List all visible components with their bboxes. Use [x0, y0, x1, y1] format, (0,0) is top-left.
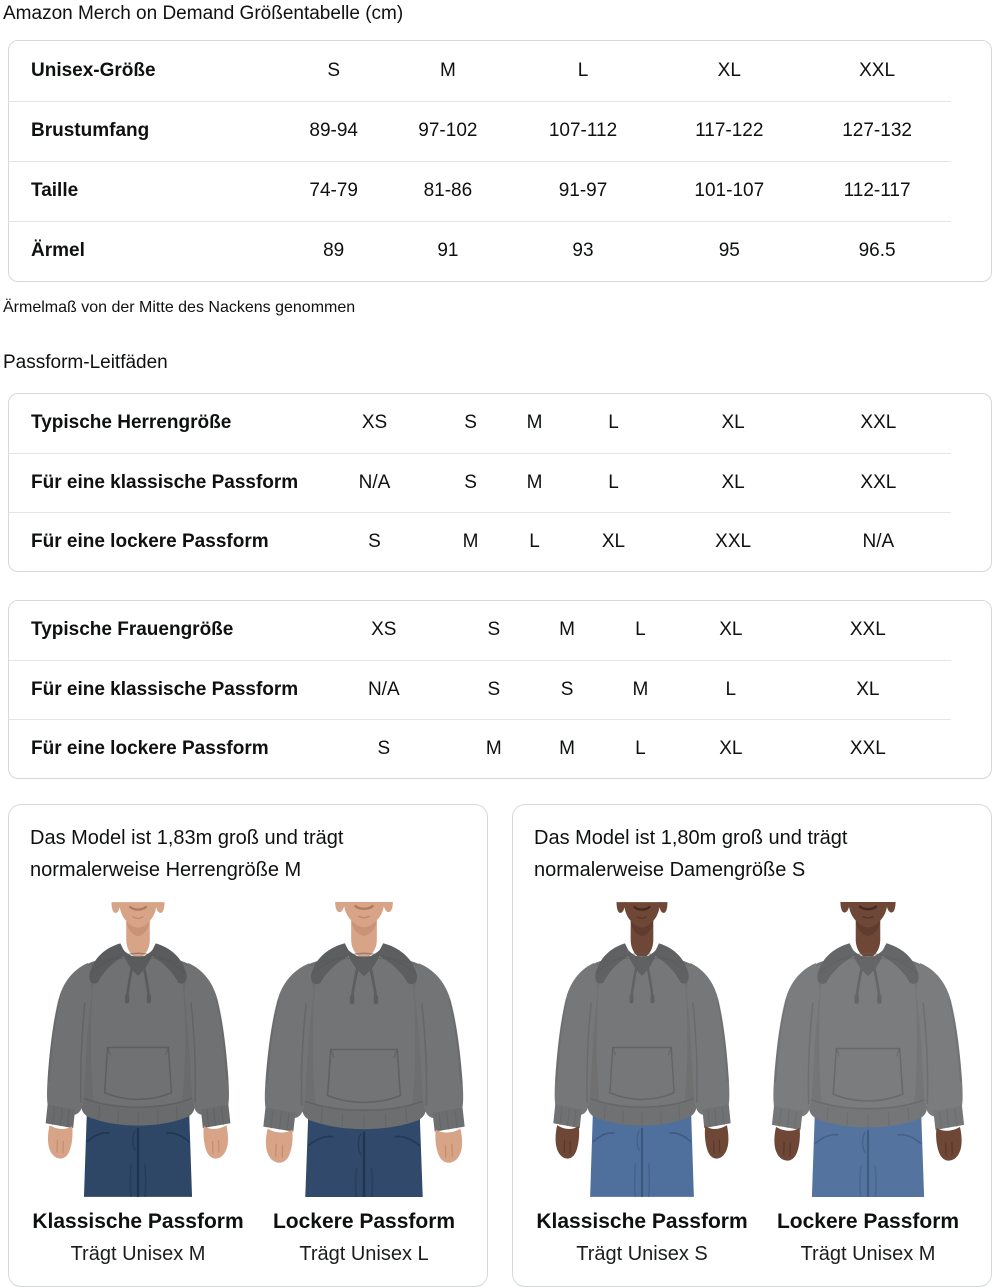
cell: 91 [385, 221, 510, 281]
cell: M [530, 719, 603, 778]
cell: 89-94 [282, 101, 385, 161]
col-header: L [635, 619, 646, 641]
cell: L [567, 453, 661, 512]
card-figures [25, 902, 471, 1266]
col-header: S [464, 412, 477, 434]
row-label: Ärmel [9, 221, 282, 281]
cell: N/A [310, 660, 457, 719]
cell: S [310, 512, 438, 571]
model-figure-loose [755, 902, 981, 1266]
cell: 91-97 [511, 161, 656, 221]
fit-guides-title: Passform-Leitfäden [3, 352, 168, 373]
card-figures [529, 902, 975, 1266]
cell: M [457, 719, 530, 778]
col-header: XL [717, 59, 741, 81]
col-header: XS [361, 412, 388, 434]
table-row [9, 601, 951, 660]
col-header: XL [719, 619, 743, 641]
cell: XXL [806, 453, 951, 512]
model-figure-classic [25, 902, 251, 1266]
model-intro-text: Das Model ist 1,83m groß und trägt normalerweise Herrengröße M [30, 827, 344, 881]
cell: S [310, 719, 457, 778]
table-row [9, 41, 951, 101]
fit-caption: Lockere Passform [776, 1210, 960, 1233]
row-label: Brustumfang [9, 101, 282, 161]
cell: S [439, 453, 503, 512]
female-model-classic-fit-image [529, 902, 755, 1197]
cell: 127-132 [803, 101, 951, 161]
row-label: Taille [9, 161, 282, 221]
cell: 101-107 [655, 161, 803, 221]
fit-caption: Klassische Passform [32, 1210, 244, 1233]
row-label: Typische Herrengröße [31, 412, 232, 434]
cell: 117-122 [655, 101, 803, 161]
cell: XL [677, 719, 785, 778]
table-row [9, 719, 951, 778]
row-label: Für eine lockere Passform [9, 512, 310, 571]
cell: S [457, 660, 530, 719]
cell: XL [785, 660, 951, 719]
unisex-size-table [8, 40, 992, 282]
mens-model-card [8, 804, 488, 1287]
row-label: Für eine klassische Passform [9, 453, 310, 512]
col-header: M [526, 412, 543, 434]
male-model-loose-fit-image [251, 902, 477, 1197]
model-intro-text: Das Model ist 1,80m groß und trägt normalerweise Damengröße S [534, 827, 848, 881]
cell: N/A [310, 453, 438, 512]
fit-size-worn: Trägt Unisex L [299, 1243, 429, 1265]
table-row [9, 101, 951, 161]
table-row [9, 161, 951, 221]
col-header: XXL [849, 619, 886, 641]
col-header: XXL [860, 412, 897, 434]
cell: 97-102 [385, 101, 510, 161]
fit-caption: Lockere Passform [272, 1210, 456, 1233]
cell: N/A [806, 512, 951, 571]
cell: L [604, 719, 677, 778]
row-label: Für eine klassische Passform [9, 660, 310, 719]
row-label: Unisex-Größe [31, 59, 156, 81]
cell: 95 [655, 221, 803, 281]
table-row [9, 660, 951, 719]
page-title: Amazon Merch on Demand Größentabelle (cm) [3, 3, 404, 24]
cell: L [677, 660, 785, 719]
table-row [9, 394, 951, 453]
womens-fit-table [8, 600, 992, 779]
cell: M [439, 512, 503, 571]
sleeve-measure-note: Ärmelmaß von der Mitte des Nackens genommen [3, 299, 356, 316]
row-label: Typische Frauengröße [31, 619, 234, 641]
cell: 89 [282, 221, 385, 281]
col-header: L [577, 59, 589, 81]
col-header: S [327, 59, 341, 81]
table-row [9, 512, 951, 571]
fit-size-worn: Trägt Unisex M [70, 1243, 206, 1265]
model-figure-classic [529, 902, 755, 1266]
fit-size-worn: Trägt Unisex S [576, 1243, 708, 1265]
fit-size-worn: Trägt Unisex M [800, 1243, 936, 1265]
cell: 74-79 [282, 161, 385, 221]
model-cards [8, 804, 992, 1287]
col-header: M [559, 619, 575, 641]
model-figure-loose [251, 902, 477, 1266]
fit-caption: Klassische Passform [536, 1210, 748, 1233]
cell: M [604, 660, 677, 719]
cell: 112-117 [803, 161, 951, 221]
row-label: Für eine lockere Passform [9, 719, 310, 778]
cell: 96.5 [803, 221, 951, 281]
col-header: S [487, 619, 501, 641]
cell: XXL [661, 512, 806, 571]
cell: L [503, 512, 567, 571]
cell: XL [567, 512, 661, 571]
col-header: XXL [859, 59, 896, 81]
mens-fit-table [8, 393, 992, 572]
cell: XL [661, 453, 806, 512]
table-row [9, 221, 951, 281]
female-model-loose-fit-image [755, 902, 981, 1197]
male-model-classic-fit-image [25, 902, 251, 1197]
col-header: XL [721, 412, 745, 434]
cell: S [530, 660, 603, 719]
cell: 93 [511, 221, 656, 281]
table-row [9, 453, 951, 512]
cell: XXL [785, 719, 951, 778]
cell: 81-86 [385, 161, 510, 221]
col-header: L [608, 412, 619, 434]
col-header: M [439, 59, 456, 81]
col-header: XS [371, 619, 397, 641]
cell: 107-112 [511, 101, 656, 161]
cell: M [503, 453, 567, 512]
womens-model-card [512, 804, 992, 1287]
